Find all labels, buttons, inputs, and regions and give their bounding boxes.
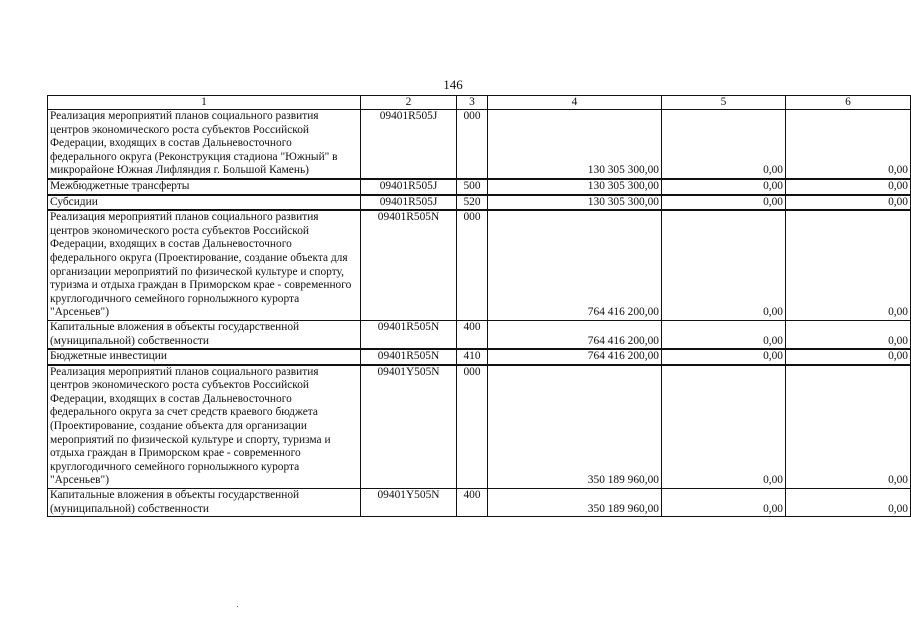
amount-col6-cell: 0,00	[786, 195, 911, 211]
target-article-code-cell: 09401Y505N	[361, 489, 457, 517]
amount-col6-cell: 0,00	[786, 179, 911, 195]
table-row	[48, 210, 911, 320]
table-row	[48, 489, 911, 517]
amount-col6-cell: 0,00	[786, 320, 911, 349]
scan-artifact-dot	[237, 606, 238, 607]
budget-table	[47, 95, 911, 517]
table-row	[48, 179, 911, 195]
amount-col4-cell: 764 416 200,00	[488, 349, 662, 365]
table-row	[48, 110, 911, 179]
target-article-code-cell: 09401R505J	[361, 195, 457, 211]
amount-col5-cell: 0,00	[662, 195, 786, 211]
target-article-code-cell: 09401R505N	[361, 320, 457, 349]
expense-name-cell: Капитальные вложения в объекты государственной (муниципальной) собственности	[48, 320, 361, 349]
amount-col4-cell: 130 305 300,00	[488, 110, 662, 179]
amount-col4-cell: 130 305 300,00	[488, 179, 662, 195]
page-number: 146	[443, 77, 463, 92]
expense-name-cell: Реализация мероприятий планов социального развития центров экономического роста субъектов Российской Федерации, входящих в состав Дальневосточного федерального округа за счет средств краевого бюджета (Проектирование, создание объекта для организации мероприятий по физической культуре и спорту, туризма и отдыха граждан в Приморском крае - современного круглогодичного семейного горнолыжного курорта "Арсеньев")	[48, 365, 361, 489]
target-article-code-cell: 09401R505J	[361, 110, 457, 179]
amount-col6-cell: 0,00	[786, 110, 911, 179]
expense-type-code-cell: 000	[457, 210, 488, 320]
target-article-code-cell: 09401R505N	[361, 210, 457, 320]
expense-name-cell: Реализация мероприятий планов социального развития центров экономического роста субъектов Российской Федерации, входящих в состав Дальневосточного федерального округа (Реконструкция стадиона "Южный" в микрорайоне Южная Лифляндия г. Большой Камень)	[48, 110, 361, 179]
amount-col5-cell: 0,00	[662, 349, 786, 365]
amount-col6-cell: 0,00	[786, 365, 911, 489]
expense-name-cell: Бюджетные инвестиции	[48, 349, 361, 365]
expense-type-code-cell: 520	[457, 195, 488, 211]
expense-type-code-cell: 500	[457, 179, 488, 195]
amount-col6-cell: 0,00	[786, 210, 911, 320]
table-row	[48, 195, 911, 211]
expense-name-cell: Межбюджетные трансферты	[48, 179, 361, 195]
expense-type-code-cell: 400	[457, 320, 488, 349]
table-row	[48, 349, 911, 365]
amount-col4-cell: 350 189 960,00	[488, 365, 662, 489]
amount-col6-cell: 0,00	[786, 349, 911, 365]
expense-type-code-cell: 410	[457, 349, 488, 365]
amount-col4-cell: 764 416 200,00	[488, 210, 662, 320]
column-header-4: 4	[488, 96, 662, 110]
amount-col4-cell: 764 416 200,00	[488, 320, 662, 349]
target-article-code-cell: 09401Y505N	[361, 365, 457, 489]
expense-name-cell: Субсидии	[48, 195, 361, 211]
header-row	[48, 96, 911, 110]
amount-col5-cell: 0,00	[662, 320, 786, 349]
target-article-code-cell: 09401R505J	[361, 179, 457, 195]
column-header-5: 5	[662, 96, 786, 110]
amount-col4-cell: 350 189 960,00	[488, 489, 662, 517]
amount-col5-cell: 0,00	[662, 110, 786, 179]
expense-type-code-cell: 400	[457, 489, 488, 517]
column-header-1: 1	[48, 96, 361, 110]
target-article-code-cell: 09401R505N	[361, 349, 457, 365]
amount-col5-cell: 0,00	[662, 179, 786, 195]
amount-col5-cell: 0,00	[662, 365, 786, 489]
table-row	[48, 320, 911, 349]
expense-name-cell: Реализация мероприятий планов социального развития центров экономического роста субъектов Российской Федерации, входящих в состав Дальневосточного федерального округа (Проектирование, создание объекта для организации мероприятий по физической культуре и спорту, туризма и отдыха граждан в Приморском крае - современного круглогодичного семейного горнолыжного курорта "Арсеньев")	[48, 210, 361, 320]
column-header-3: 3	[457, 96, 488, 110]
amount-col4-cell: 130 305 300,00	[488, 195, 662, 211]
column-header-2: 2	[361, 96, 457, 110]
expense-type-code-cell: 000	[457, 365, 488, 489]
amount-col5-cell: 0,00	[662, 489, 786, 517]
expense-type-code-cell: 000	[457, 110, 488, 179]
column-header-6: 6	[786, 96, 911, 110]
amount-col6-cell: 0,00	[786, 489, 911, 517]
table-row	[48, 365, 911, 489]
expense-name-cell: Капитальные вложения в объекты государственной (муниципальной) собственности	[48, 489, 361, 517]
amount-col5-cell: 0,00	[662, 210, 786, 320]
